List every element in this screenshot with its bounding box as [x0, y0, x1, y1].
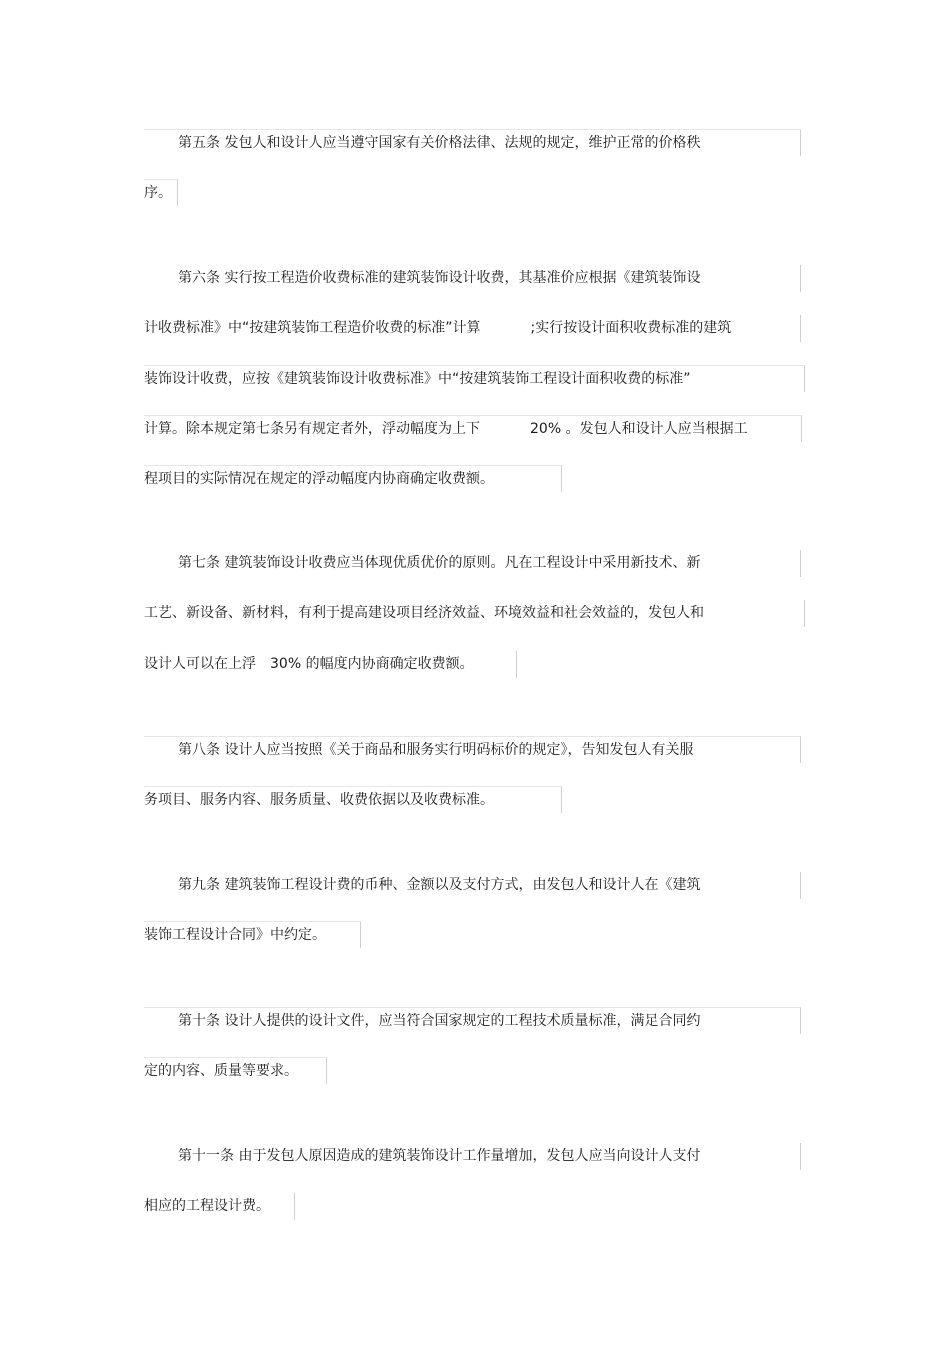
article-11-line-2 — [144, 1193, 295, 1220]
article-7-text-2: 工艺、新设备、新材料，有利于提高建设项目经济效益、环境效益和社会效益的，发包人和 — [144, 605, 704, 621]
article-9-line-2 — [144, 921, 361, 948]
article-5-text-1: 第五条 发包人和设计人应当遵守国家有关价格法律、法规的规定，维护正常的价格秩 — [178, 135, 701, 151]
article-10-text-2: 定的内容、质量等要求。 — [144, 1063, 298, 1079]
article-6-text-2b: ;实行按设计面积收费标准的建筑 — [530, 320, 732, 336]
article-9-text-2: 装饰工程设计合同》中约定。 — [144, 927, 326, 943]
article-6-text-5: 程项目的实际情况在规定的浮动幅度内协商确定收费额。 — [144, 471, 494, 487]
article-7-line-2 — [144, 600, 805, 627]
article-6-text-2a: 计收费标准》中“按建筑装饰工程造价收费的标准”计算 — [144, 320, 481, 336]
article-10-line-1 — [144, 1007, 801, 1034]
article-6-line-5 — [144, 465, 562, 492]
article-6-text-4a: 计算。除本规定第七条另有规定者外，浮动幅度为上下 — [144, 421, 480, 437]
article-5-line-1 — [144, 129, 801, 156]
article-6-line-3 — [144, 365, 805, 392]
article-7-line-1 — [144, 550, 801, 577]
article-6-text-4b: 20% 。发包人和设计人应当根据工 — [530, 421, 748, 437]
article-5-text-2: 序。 — [144, 185, 172, 201]
article-10-text-1: 第十条 设计人提供的设计文件，应当符合国家规定的工程技术质量标准，满足合同约 — [178, 1013, 701, 1029]
article-6-text-3: 装饰设计收费，应按《建筑装饰设计收费标准》中“按建筑装饰工程设计面积收费的标准” — [144, 371, 691, 387]
article-10-line-2 — [144, 1057, 327, 1084]
article-6-line-4 — [144, 415, 802, 442]
article-7-text-1: 第七条 建筑装饰设计收费应当体现优质优价的原则。凡在工程设计中采用新技术、新 — [178, 555, 701, 571]
article-11-line-1 — [144, 1143, 801, 1170]
article-8-text-1: 第八条 设计人应当按照《关于商品和服务实行明码标价的规定》，告知发包人有关服 — [178, 742, 694, 758]
article-9-line-1 — [144, 872, 801, 899]
article-7-text-3b: 30% 的幅度内协商确定收费额。 — [270, 656, 474, 672]
article-6-line-1 — [144, 265, 801, 292]
article-5-line-2 — [144, 179, 178, 206]
article-7-text-3a: 设计人可以在上浮 — [144, 656, 256, 672]
article-8-line-2 — [144, 786, 562, 813]
article-11-text-2: 相应的工程设计费。 — [144, 1198, 270, 1214]
article-6-text-1: 第六条 实行按工程造价收费标准的建筑装饰设计收费，其基准价应根据《建筑装饰设 — [178, 270, 701, 286]
article-8-line-1 — [144, 736, 801, 763]
article-8-text-2: 务项目、服务内容、服务质量、收费依据以及收费标准。 — [144, 792, 494, 808]
article-7-line-3 — [144, 651, 517, 678]
article-6-line-2 — [144, 315, 801, 342]
article-11-text-1: 第十一条 由于发包人原因造成的建筑装饰设计工作量增加，发包人应当向设计人支付 — [178, 1148, 701, 1164]
article-9-text-1: 第九条 建筑装饰工程设计费的币种、金额以及支付方式，由发包人和设计人在《建筑 — [178, 877, 701, 893]
